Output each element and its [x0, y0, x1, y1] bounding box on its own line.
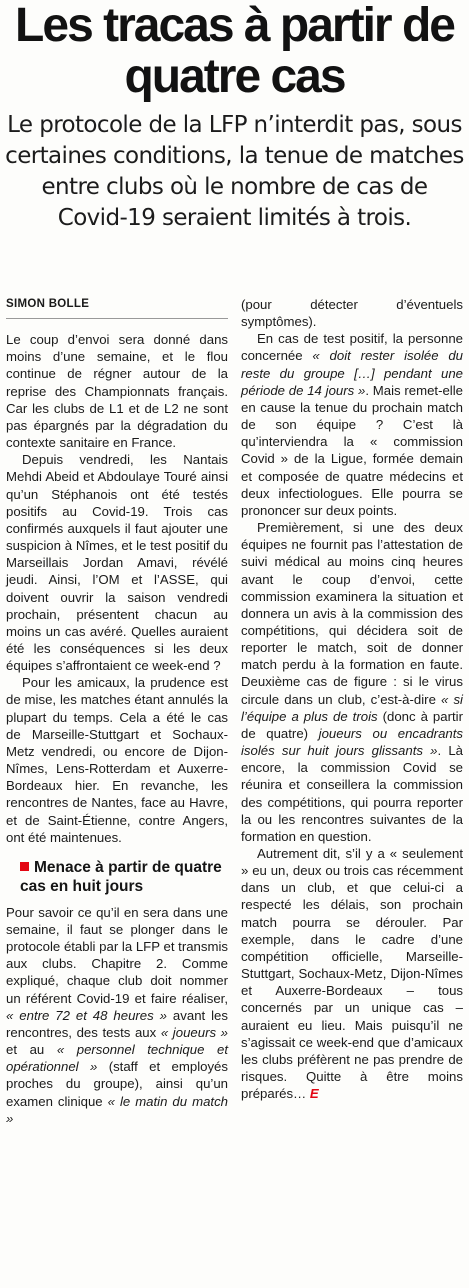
- paragraph-6-text: Premièrement, si une des deux équipes ne fournit pas l’attestation de suivi médical au moins cinq heures avant le coup d’envoi, cette commission examinera la situation et donnera un avis à la commission des compétitions, qui décidera soit de reporter le match, soit de donner match perdu à la formation en faute. Deuxième cas de figure : si le virus circule dans un club, c’est-à-dire: [241, 520, 463, 707]
- subheading: [20, 858, 228, 896]
- paragraph-6: [241, 519, 463, 845]
- red-square-icon: [20, 862, 29, 871]
- paragraph-6-text: (donc à partir de quatre): [241, 708, 463, 741]
- paragraph-4-text: et au: [6, 1042, 57, 1058]
- paragraph-3: Pour les amicaux, la prudence est de mise, les matches étant annulés la plupart du temps. Cela a été le cas de Marseille-Stuttgart et Sochaux-Metz vendredi, ou encore de Dijon-Nîmes, Lens-Rotterdam et Auxerre-Bordeaux hier. En revanche, les rencontres de Nantes, face au Havre, et de Saint-Étienne, contre Angers, ont été maintenues.: [6, 675, 228, 845]
- paragraph-2: Depuis vendredi, les Nantais Mehdi Abeid et Abdoulaye Touré ainsi qu’un Stéphanois ont été testés positifs au Covid-19. Trois cas confirmés auxquels il faut ajouter une suspicion à Nîmes, et le test positif du Marseillais Jordan Amavi, révélé jeudi. Ainsi, l’OM et l’ASSE, qui doivent ouvrir la saison vendredi prochain, présentent chacun au moins un cas avéré. Quelles auraient été les conséquences si les deux équipes s’affrontaient ce week-end ?: [6, 452, 228, 674]
- quote: « joueurs »: [160, 1024, 229, 1040]
- quote: « doit rester isolée du reste du groupe […] pendant une période de 14 jours »: [241, 348, 464, 398]
- paragraph-4-text: avant les rencontres, des tests aux: [6, 1007, 228, 1040]
- quote: « entre 72 et 48 heures »: [6, 1007, 167, 1023]
- left-column: [6, 296, 228, 1127]
- paragraph-6-text: . Là encore, la commission Covid se réunira et conseillera la commission des compétitions, qui pourra reporter la ou les rencontres suivantes de la formation en question.: [241, 743, 464, 844]
- paragraph-4-text: (staff et employés proches du groupe), ainsi qu’un examen clinique: [6, 1059, 228, 1109]
- paragraph-4: [6, 904, 228, 1127]
- paragraph-4-continued: (pour détecter d’éventuels symptômes).: [241, 297, 463, 330]
- quote: « si l’équipe a plus de trois: [241, 691, 463, 724]
- article-body: [6, 296, 463, 1127]
- paragraph-5: [241, 330, 463, 519]
- subheading-text: Menace à partir de quatre cas en huit jours: [20, 858, 222, 895]
- right-column: [241, 296, 463, 1127]
- end-mark-icon: E: [309, 1086, 319, 1102]
- paragraph-5-text: . Mais remet-elle en cause la tenue du prochain match de son équipe ? C’est là qu’interviendra la « commission Covid » de la Ligue, formée demain et composée de quatre médecins et deux infectiologues. Elle pourra se prononcer sur deux points.: [241, 382, 464, 518]
- byline: SIMON BOLLE: [6, 296, 228, 319]
- paragraph-7: [241, 845, 463, 1102]
- standfirst: Le protocole de la LFP n’interdit pas, sous certaines conditions, la tenue de matches entre clubs où le nombre de cas de Covid-19 seraient limités à trois.: [5, 112, 464, 231]
- quote: joueurs ou encadrants isolés sur huit jours glissants »: [241, 725, 463, 759]
- headline: Les tracas à partir de quatre cas: [15, 0, 454, 103]
- paragraph-4-text: Pour savoir ce qu’il en sera dans une semaine, il faut se plonger dans le protocole établi par la LFP et transmis aux clubs. Chapitre 2. Comme expliqué, chaque club doit nommer un référent Covid-19 et faire réaliser,: [6, 904, 228, 1006]
- paragraph-7-text: Autrement dit, s’il y a « seulement » eu un, deux ou trois cas récemment dans un club, et que celui-ci a respecté les délais, son prochain match pourra se dérouler. Par exemple, dans le cadre d’une compétition officielle, Marseille-Stuttgart, Sochaux-Metz, Dijon-Nîmes et Auxerre-Bordeaux – tous concernés par un unique cas – auraient eu lieu. Mais puisqu’il ne s’agissait ce week-end que d’amicaux les clubs préfèrent ne pas prendre de risques. Quitte à être moins préparés…: [241, 846, 463, 1102]
- quote: « le matin du match »: [6, 1093, 228, 1126]
- paragraph-5-text: En cas de test positif, la personne concernée: [241, 331, 463, 364]
- paragraph-1: Le coup d’envoi sera donné dans moins d’une semaine, et le flou continue de régner autour de la reprise des Championnats français. Car les clubs de L1 et de L2 ne sont pas épargnés par la dégradation du contexte sanitaire en France.: [6, 332, 228, 451]
- quote: « personnel technique et opérationnel »: [6, 1042, 228, 1075]
